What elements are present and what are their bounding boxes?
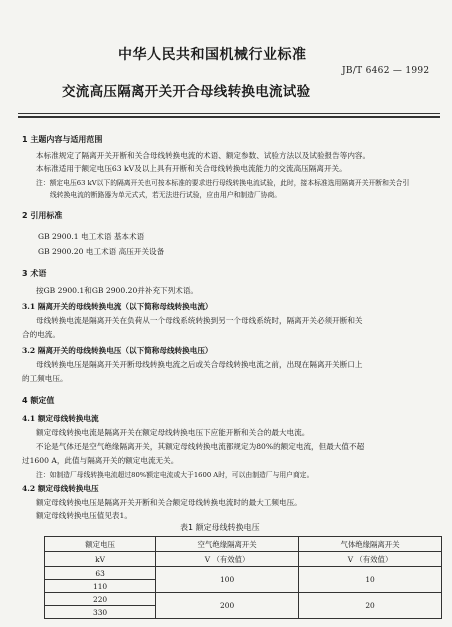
- section-3-2-line-2: 的工频电压。: [22, 374, 68, 383]
- section-3-intro: 按GB 2900.1和GB 2900.20并补充下列术语。: [36, 286, 199, 295]
- reference-1: GB 2900.1 电工术语 基本术语: [38, 232, 145, 241]
- table-cell-gas: 10: [299, 567, 442, 593]
- section-3-1-heading: 3.1 隔离开关的母线转换电流（以下简称母线转换电流）: [22, 302, 213, 311]
- table-1-caption: 表1 额定母线转换电压: [180, 523, 260, 532]
- section-1-note-line-2: 线转换电流的断路器为单元式式，若无法进行试验，应由用户和制造厂协商。: [50, 191, 282, 199]
- table-1: [44, 536, 442, 619]
- table-cell-kv: 110: [45, 580, 156, 593]
- section-4-1-note: 注：如制造厂母线转换电流超过80%额定电流或大于1600 A时，可以由制造厂与用户商定。: [36, 471, 314, 479]
- standard-number: JB/T 6462 — 1992: [342, 66, 430, 76]
- table-cell-air: 100: [156, 567, 299, 593]
- table-unit-row: [45, 552, 442, 567]
- section-3-1-line-2: 合的电流。: [22, 330, 60, 339]
- section-4-2-line-1: 额定母线转换电压是隔离开关开断和关合额定母线转换电流时的最大工频电压。: [36, 498, 302, 507]
- section-2-heading: 2 引用标准: [22, 211, 63, 220]
- table-cell-kv: 63: [45, 567, 156, 580]
- section-4-heading: 4 额定值: [22, 396, 55, 405]
- section-1-note-line-1: 注：额定电压63 kV以下的隔离开关也可按本标准的要求进行母线转换电流试验，此时，接本标准选用隔离开关开断和关合引: [36, 179, 410, 187]
- title-rule-thick: [18, 116, 440, 118]
- header-rated-voltage: 额定电压: [45, 537, 156, 552]
- section-3-2-heading: 3.2 隔离开关的母线转换电压（以下简称母线转换电压）: [22, 346, 213, 355]
- section-3-2-line-1: 母线转换电压是隔离开关开断母线转换电流之后或关合母线转换电流之前，出现在隔离开关断口上: [36, 360, 363, 369]
- table-cell-kv: 220: [45, 593, 156, 606]
- section-1-paragraph-1: 本标准规定了隔离开关开断和关合母线转换电流的术语、额定参数、试验方法以及试验报告等内容。: [36, 151, 371, 160]
- document-title: 交流高压隔离开关开合母线转换电流试验: [62, 84, 311, 100]
- table-row: [45, 567, 442, 580]
- section-4-2-heading: 4.2 额定母线转换电压: [22, 484, 99, 493]
- section-3-heading: 3 术语: [22, 269, 47, 278]
- header-gas-insulated: 气体绝缘隔离开关: [299, 537, 442, 552]
- table-cell-gas: 20: [299, 593, 442, 619]
- section-4-1-line-1: 额定母线转换电流是隔离开关在额定母线转换电压下应能开断和关合的最大电流。: [36, 428, 310, 437]
- header-air-insulated: 空气绝缘隔离开关: [156, 537, 299, 552]
- table-row: [45, 593, 442, 606]
- issuing-organization: 中华人民共和国机械行业标准: [118, 47, 307, 63]
- header-unit-kv: kV: [45, 552, 156, 567]
- reference-2: GB 2900.20 电工术语 高压开关设备: [38, 247, 165, 256]
- header-unit-air: V （有效值）: [156, 552, 299, 567]
- header-unit-gas: V （有效值）: [299, 552, 442, 567]
- section-4-1-line-3: 过1600 A，此值与隔离开关的额定电流无关。: [22, 456, 179, 465]
- section-4-1-heading: 4.1 额定母线转换电流: [22, 414, 99, 423]
- table-cell-kv: 330: [45, 606, 156, 619]
- section-1-paragraph-2: 本标准适用于额定电压63 kV及以上具有开断和关合母线转换电流能力的交流高压隔离开关。: [36, 164, 347, 173]
- section-4-1-line-2: 不论是气体还是空气绝缘隔离开关，其额定母线转换电流都规定为80%的额定电流，但最大值不超: [36, 442, 365, 451]
- table-cell-air: 200: [156, 593, 299, 619]
- section-3-1-line-1: 母线转换电流是隔离开关在负荷从一个母线系统转换到另一个母线系统时，隔离开关必须开断和关: [36, 316, 363, 325]
- table-header-row: [45, 537, 442, 552]
- section-1-heading: 1 主题内容与适用范围: [22, 135, 103, 144]
- title-rule-thin: [18, 113, 440, 114]
- section-4-2-line-2: 额定母线转换电压值见表1。: [36, 511, 132, 520]
